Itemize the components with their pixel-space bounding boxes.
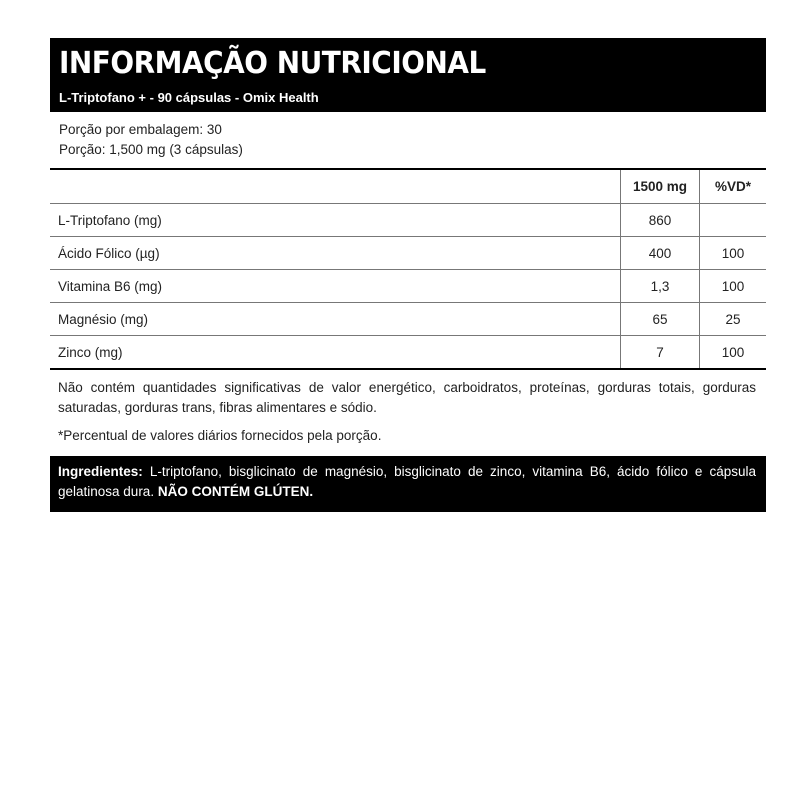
table-row: [50, 303, 766, 336]
nutrient-daily-value: [700, 204, 766, 237]
ingredients-box: [50, 456, 766, 512]
insignificant-amounts-note: Não contém quantidades significativas de valor energético, carboidratos, proteínas, gorduras totais, gorduras saturadas, gorduras trans, fibras alimentares e sódio.: [58, 380, 756, 415]
nutrition-table: [50, 168, 766, 370]
nutrient-amount: 7: [621, 336, 700, 370]
daily-value-footnote: *Percentual de valores diários fornecidos pela porção.: [58, 428, 382, 443]
nutrient-name: Zinco (mg): [58, 344, 123, 360]
nutrient-daily-value: 25: [700, 303, 766, 336]
nutrient-amount: 400: [621, 237, 700, 270]
ingredients-label: Ingredientes:: [58, 464, 143, 479]
ingredients-text: L-triptofano, bisglicinato de magnésio, bisglicinato de zinco, vitamina B6, ácido fólico e cápsula gelatinosa dura.: [58, 464, 756, 499]
nutrition-facts-panel: [50, 38, 766, 512]
table-row: [50, 237, 766, 270]
nutrient-name: Ácido Fólico (µg): [50, 237, 621, 270]
nutrient-amount: 1,3: [621, 270, 700, 303]
nutrient-daily-value: 100: [700, 270, 766, 303]
table-row: [50, 336, 766, 370]
nutrient-name: L-Triptofano (mg): [50, 204, 621, 237]
table-header-row: [50, 169, 766, 204]
header-amount: 1500 mg: [621, 169, 700, 204]
header-daily-value: %VD*: [700, 169, 766, 204]
nutrient-name: Vitamina B6 (mg): [50, 270, 621, 303]
portion-size: Porção: 1,500 mg (3 cápsulas): [59, 142, 243, 157]
nutrient-daily-value: 100: [700, 336, 766, 370]
nutrition-header: [50, 38, 766, 112]
header-nutrient-cell: [50, 169, 621, 204]
portion-per-package: Porção por embalagem: 30: [59, 122, 222, 137]
nutrient-amount: 65: [621, 303, 700, 336]
nutrient-daily-value: 100: [700, 237, 766, 270]
nutrient-amount: 860: [621, 204, 700, 237]
portion-info: [50, 112, 766, 168]
gluten-warning: NÃO CONTÉM GLÚTEN.: [157, 484, 314, 499]
table-row: [50, 270, 766, 303]
nutrient-name: Magnésio (mg): [50, 303, 621, 336]
page-title: INFORMAÇÃO NUTRICIONAL: [59, 46, 486, 81]
product-subtitle: L-Triptofano + - 90 cápsulas - Omix Health: [59, 90, 319, 105]
table-row: [50, 204, 766, 237]
